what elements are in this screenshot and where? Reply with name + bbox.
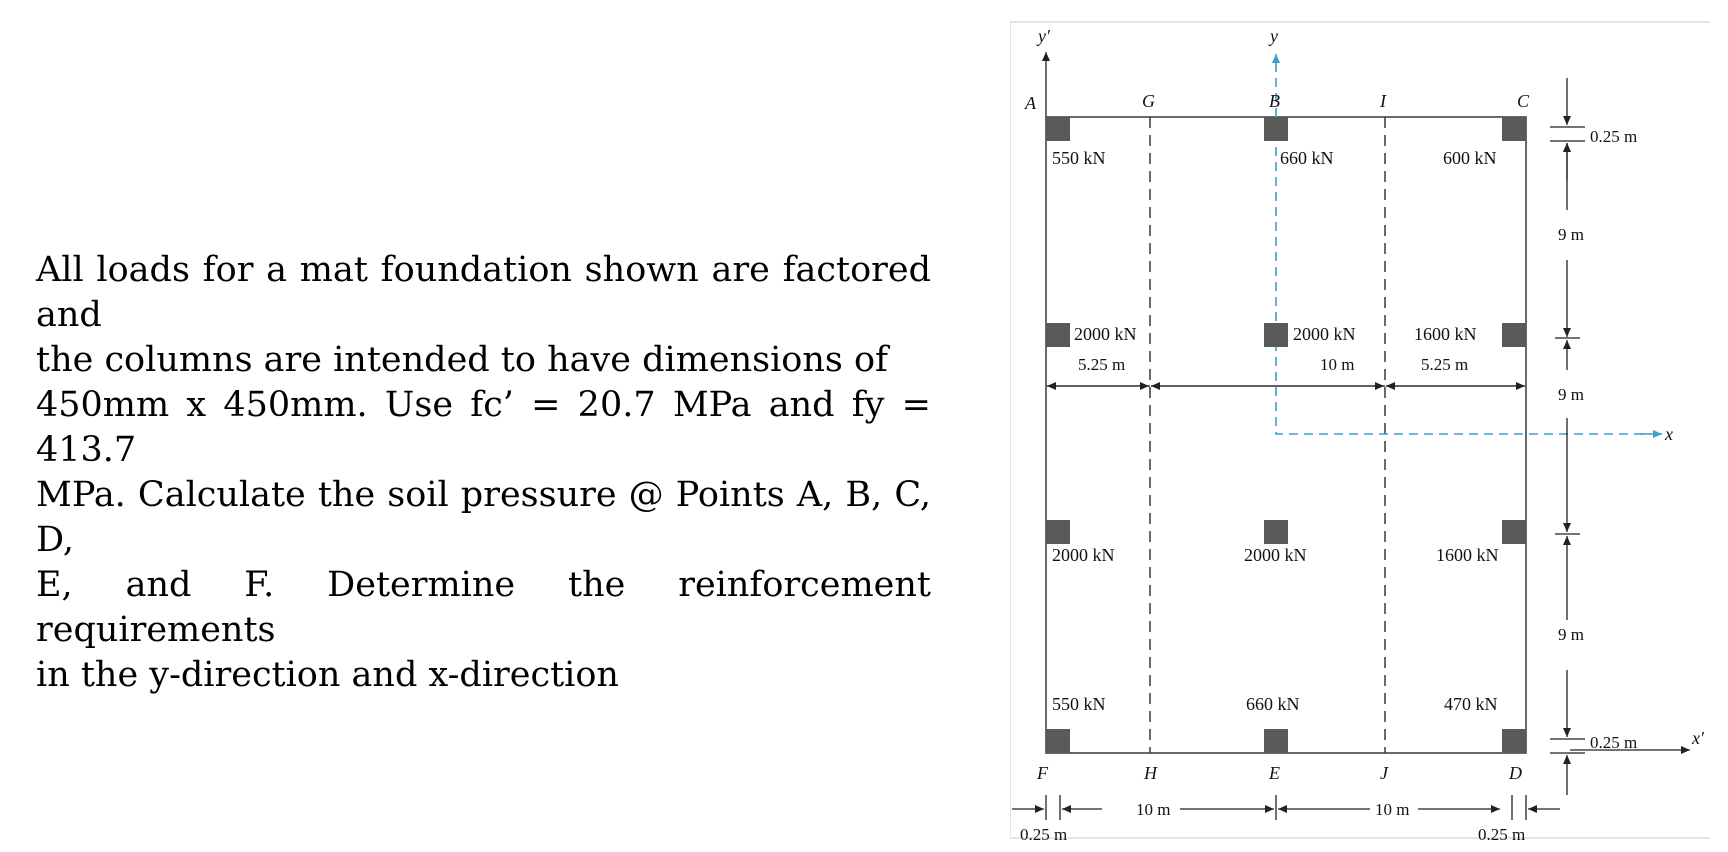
- dim-bottom-right-edge: 0.25 m: [1478, 825, 1526, 840]
- load-r4c2: 660 kN: [1246, 694, 1300, 714]
- point-h-label: H: [1144, 763, 1157, 783]
- dim-edge-top: 0.25 m: [1590, 127, 1638, 146]
- column-r2c3: [1502, 323, 1526, 347]
- dim-edge-bottom: 0.25 m: [1590, 733, 1638, 752]
- point-b-label: B: [1269, 91, 1280, 111]
- x-prime-axis-label: x′: [1692, 728, 1704, 748]
- mat-outline: [1046, 117, 1526, 753]
- x-axis-label: x: [1665, 424, 1673, 444]
- dim-span-v2: 9 m: [1558, 385, 1584, 404]
- load-r2c2: 2000 kN: [1293, 324, 1356, 344]
- column-r4c3: [1502, 729, 1526, 753]
- load-r4c1: 550 kN: [1052, 694, 1106, 714]
- point-f-label: F: [1037, 763, 1048, 783]
- load-r1c1: 550 kN: [1052, 148, 1106, 168]
- load-r3c2: 2000 kN: [1244, 545, 1307, 565]
- dim-span-v3: 9 m: [1558, 625, 1584, 644]
- load-r1c2: 660 kN: [1280, 148, 1334, 168]
- load-r2c1: 2000 kN: [1074, 324, 1137, 344]
- dim-bottom-span1: 10 m: [1136, 800, 1171, 819]
- column-r2c1: [1046, 323, 1070, 347]
- column-r3c2: [1264, 520, 1288, 544]
- column-r3c3: [1502, 520, 1526, 544]
- mat-foundation-diagram: [1010, 20, 1710, 840]
- dim-strip-mid: 10 m: [1320, 355, 1355, 374]
- dim-bottom-left-edge: 0.25 m: [1020, 825, 1068, 840]
- point-i-label: I: [1380, 91, 1386, 111]
- problem-line: in the y-direction and x-direction: [36, 655, 619, 695]
- point-a-label: A: [1025, 93, 1036, 113]
- load-r2c3: 1600 kN: [1414, 324, 1477, 344]
- column-r2c2: [1264, 323, 1288, 347]
- point-c-label: C: [1517, 91, 1530, 111]
- column-r1c2: [1264, 117, 1288, 141]
- load-r1c3: 600 kN: [1443, 148, 1497, 168]
- problem-statement: [36, 248, 931, 698]
- dim-span-v1: 9 m: [1558, 225, 1584, 244]
- y-axis-label: y: [1270, 26, 1278, 46]
- problem-line: the columns are intended to have dimensions of: [36, 340, 889, 380]
- dim-bottom-span2: 10 m: [1375, 800, 1410, 819]
- problem-line: All loads for a mat foundation shown are factored and: [36, 250, 931, 335]
- column-r1c1: [1046, 117, 1070, 141]
- dim-strip-right: 5.25 m: [1421, 355, 1469, 374]
- column-r3c1: [1046, 520, 1070, 544]
- dim-strip-left: 5.25 m: [1078, 355, 1126, 374]
- point-g-label: G: [1142, 91, 1155, 111]
- column-r1c3: [1502, 117, 1526, 141]
- y-prime-axis-label: y′: [1038, 26, 1050, 46]
- problem-line: E, and F. Determine the reinforcement requirements: [36, 565, 931, 650]
- point-j-label: J: [1380, 763, 1388, 783]
- problem-line: MPa. Calculate the soil pressure @ Points A, B, C, D,: [36, 475, 931, 560]
- load-r4c3: 470 kN: [1444, 694, 1498, 714]
- column-r4c2: [1264, 729, 1288, 753]
- column-r4c1: [1046, 729, 1070, 753]
- point-d-label: D: [1509, 763, 1522, 783]
- load-r3c3: 1600 kN: [1436, 545, 1499, 565]
- problem-line: 450mm x 450mm. Use fc’ = 20.7 MPa and fy = 413.7: [36, 385, 931, 470]
- load-r3c1: 2000 kN: [1052, 545, 1115, 565]
- point-e-label: E: [1269, 763, 1280, 783]
